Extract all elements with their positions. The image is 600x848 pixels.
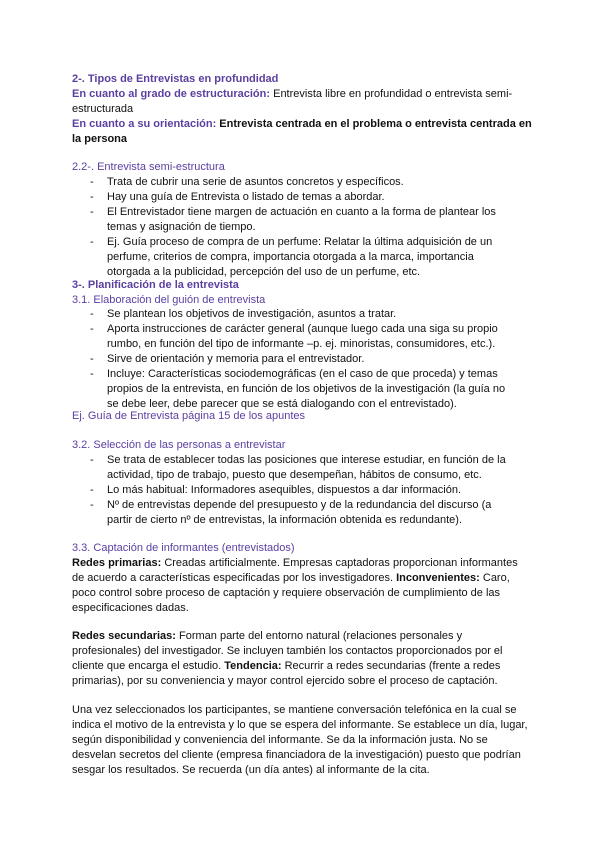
redes-secundarias-paragraph (72, 629, 532, 689)
orientacion-paragraph (72, 117, 532, 147)
list-item: - Lo más habitual: Informadores asequibles, dispuestos a dar información. (72, 483, 512, 498)
section-3-2-list (72, 453, 512, 528)
guide-reference-note: Ej. Guía de Entrevista página 15 de los apuntes (72, 410, 305, 422)
section-3-3-title: 3.3. Captación de informantes (entrevistados) (72, 542, 295, 554)
list-item: - Hay una guía de Entrevista o listado de temas a abordar. (72, 190, 512, 205)
redes-secundarias-label: Redes secundarias: (72, 630, 176, 642)
list-item: - Aporta instrucciones de carácter general (aunque luego cada una siga su propio rumbo, en función del tipo de informante –p. ej. minoristas, consumidores, etc.). (72, 322, 512, 352)
tendencia-label: Tendencia: (224, 660, 282, 672)
list-item: - Sirve de orientación y memoria para el entrevistador. (72, 352, 512, 367)
redes-secundarias-text: Forman parte del entorno natural (relaciones personales y profesionales) del investigador. Se incluyen también los contactos proporcionados por el cliente que encarga el estudio. (72, 630, 503, 672)
section-2-title: 2-. Tipos de Entrevistas en profundidad (72, 73, 279, 85)
redes-primarias-text: Creadas artificialmente. Empresas captadoras proporcionan informantes de acuerdo a características especificadas por los investigadores. (72, 557, 518, 584)
redes-primarias-label: Redes primarias: (72, 557, 162, 569)
list-item: - Trata de cubrir una serie de asuntos concretos y específicos. (72, 175, 512, 190)
section-3-1-title: 3.1. Elaboración del guión de entrevista (72, 294, 266, 306)
section-3-title: 3-. Planificación de la entrevista (72, 279, 239, 291)
section-2-2-title: 2.2-. Entrevista semi-estructura (72, 161, 225, 173)
list-item: - Se plantean los objetivos de investigación, asuntos a tratar. (72, 307, 512, 322)
inconvenientes-text: Caro, poco control sobre proceso de captación y requiere observación de cumplimiento de las especificaciones dadas. (72, 572, 510, 614)
list-item: - Incluye: Características sociodemográficas (en el caso de que proceda) y temas propios de la entrevista, en función de los objetivos de la investigación (la guía no se debe leer, debe parecer que se está dialogando con el entrevistado). (72, 367, 512, 412)
list-item: - El Entrevistador tiene margen de actuación en cuanto a la forma de plantear los temas y asignación de tiempo. (72, 205, 512, 235)
orientacion-label: En cuanto a su orientación: (72, 118, 217, 130)
section-3-2-title: 3.2. Selección de las personas a entrevistar (72, 439, 286, 451)
list-item: - Se trata de establecer todas las posiciones que interese estudiar, en función de la actividad, tipo de trabajo, puesto que desempeñan, hábitos de consumo, etc. (72, 453, 512, 483)
section-2-2-list (72, 175, 512, 280)
estructuracion-paragraph (72, 87, 532, 117)
section-3-1-list (72, 307, 512, 412)
orientacion-text: Entrevista centrada en el problema o entrevista centrada en la persona (72, 118, 532, 145)
estructuracion-label: En cuanto al grado de estructuración: (72, 88, 271, 100)
final-paragraph: Una vez seleccionados los participantes, se mantiene conversación telefónica en la cual se indica el motivo de la entrevista y lo que se espera del informante. Se establece un día, lugar, según disponibilidad y conveniencia del informante. Se da la información justa. No se desvelan secretos del cliente (empresa financiadora de la investigación) puesto que podrían sesgar los resultados. Se recuerda (un día antes) al informante de la cita. (72, 704, 528, 776)
list-item: - Nº de entrevistas depende del presupuesto y de la redundancia del discurso (a partir de cierto nº de entrevistas, la información obtenida es redundante). (72, 498, 512, 528)
redes-primarias-paragraph (72, 556, 532, 616)
estructuracion-text: Entrevista libre en profundidad o entrevista semi-estructurada (72, 88, 513, 115)
inconvenientes-label: Inconvenientes: (396, 572, 480, 584)
list-item: - Ej. Guía proceso de compra de un perfume: Relatar la última adquisición de un perfume, criterios de compra, importancia otorgada a la marca, importancia otorgada a la publicidad, percepción del uso de un perfume, etc. (72, 235, 512, 280)
tendencia-text: Recurrir a redes secundarias (frente a redes primarias), por su conveniencia y mayor control ejercido sobre el proceso de captación. (72, 660, 501, 687)
